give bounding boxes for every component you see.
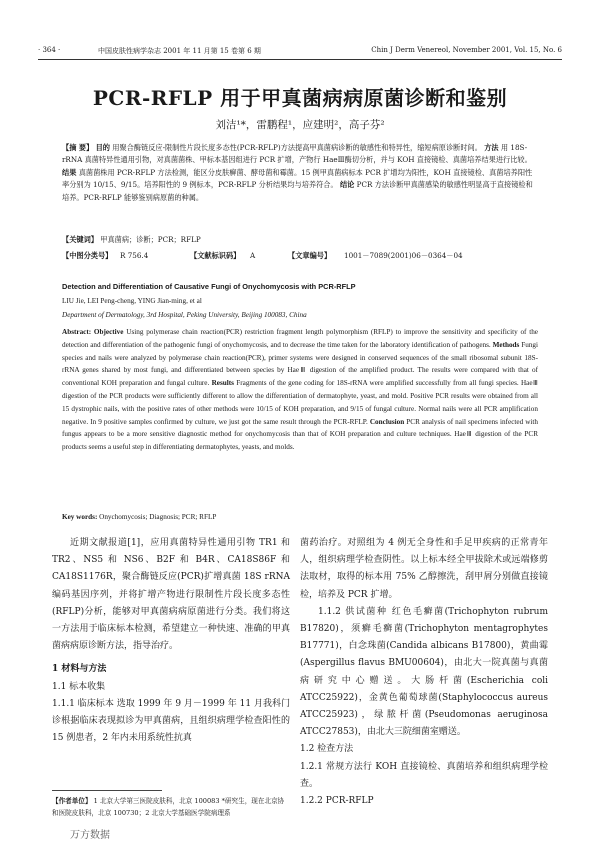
en-conclusion-label: Conclusion: [369, 417, 405, 426]
article-title: PCR-RFLP 用于甲真菌病病原菌诊断和鉴别: [92, 86, 508, 110]
keywords-cn: [62, 235, 201, 245]
keywords-cn-text: 甲真菌病；诊断；PCR；RFLP: [100, 235, 201, 244]
english-affiliation: Department of Dermatology, 3rd Hospital, Peking University, Beijing 100083, China: [62, 311, 307, 319]
result-label: 结果: [62, 167, 77, 177]
en-objective-text: Using polymerase chain reaction(PCR) restriction fragment length polymorphism (RFLP) to improve the sensitivity and specificity of the detection and differentiation of the pathogenic fungi of onychomycosis, and to decrease the time taken for the laboratory identification of pathogens.: [62, 328, 538, 349]
abstract-label: 【摘 要】: [62, 143, 94, 152]
clc-label: 【中图分类号】: [62, 251, 113, 260]
classification-line: [62, 251, 538, 263]
journal-name-en: Chin J Derm Venereol, November 2001, Vol. 15, No. 6: [371, 46, 562, 54]
en-objective-label: Objective: [93, 328, 124, 336]
conclusion-text: PCR 方法诊断甲真菌感染的敏感性明显高于直接镜检和培养。PCR-RFLP 能够鉴别病原菌的种属。: [62, 180, 533, 202]
keywords-en: [62, 513, 216, 521]
en-results-text: Fragments of the gene coding for 18S-rRNA were amplified successfully from all fungi species. HaeⅢ digestion of the PCR products were sufficiently different to allow the differentiation of dermatophyte, yeast, and mold. Positive PCR results were obtained from all 15 dystrophic nails, with the positive rates of other methods were 10/15 of KOH preparation, and 9/15 of fungal culture. Normal nails were all PCR amplification negative. In 9 positive samples confirmed by culture, we just got the same result through the PCR-RFLP.: [62, 379, 538, 426]
chinese-abstract: [62, 142, 538, 204]
watermark: 万方数据: [70, 830, 110, 841]
body-right-column: [300, 535, 548, 810]
en-methods-label: Methods: [492, 340, 520, 349]
clc-value: R 756.4: [120, 251, 149, 260]
header-rule: [38, 59, 562, 60]
conclusion-label: 结论: [339, 180, 355, 190]
paragraph-1-1-2: 1.1.2 供试菌种 红色毛癣菌(Trichophyton rubrum B17820)，须癣毛癣菌(Trichophyton mentagrophytes B17771)，白念珠菌(Candida albicans B17800)，黄曲霉(Aspergillus flavus BMU00604)，由北大一院真菌与真菌病研究中心赠送。大肠杆菌(Escherichia coli ATCC25922)，金黄色葡萄球菌(Staphylococcus aureus ATCC25923)，绿脓杆菌(Pseudomonas aeruginosa ATCC27853)，由北大三院细菌室赠送。: [300, 606, 548, 738]
method-text: 用 18S-rRNA 真菌特异性通用引物，对真菌菌株、甲标本基因组进行 PCR 扩增，产物行 HaeⅢ酶切分析，并与 KOH 直接镜检、真菌培养结果进行比较。: [62, 143, 532, 165]
article-no-label: 【文章编号】: [288, 251, 332, 260]
paragraph-1-1-1: 1.1.1 临床标本 选取 1999 年 9 月－1999 年 11 月我科门诊根据临床表现拟诊为甲真菌病，且组织病理学检查阳性的 15 例患者，2 年内未用系统性抗真: [52, 698, 290, 744]
footnote-text: 1 北京大学第三医院皮肤科，北京 100083 *研究生，现在北京协和医院皮肤科，北京 100730；2 北京大学基础医学院病理系: [52, 797, 285, 817]
doc-code-label: 【文献标识码】: [190, 251, 241, 260]
result-text: 真菌菌株用 PCR-RFLP 方法检测，能区分皮肤癣菌、酵母菌和霉菌。15 例甲真菌病标本 PCR 扩增均为阳性，KOH 直接镜检、真菌培养阳性率分别为 10/15、9/15。培养阳性的 9 例标本，PCR-RFLP 分析结果均与培养符合。: [62, 167, 533, 190]
footnote-rule: [52, 790, 162, 791]
doc-code-value: A: [250, 251, 256, 260]
paragraph-1-2-1: 1.2.1 常规方法行 KOH 直接镜检、真菌培养和组织病理学检查。: [300, 761, 548, 789]
paragraph-1-2-2: 1.2.2 PCR-RFLP: [300, 796, 374, 807]
en-abstract-label: Abstract:: [62, 328, 92, 336]
keywords-en-text: Onychomycosis; Diagnosis; PCR; RFLP: [99, 513, 217, 521]
subsection-1-1: 1.1 标本收集: [52, 681, 106, 692]
english-abstract: [62, 326, 538, 454]
section-heading-1: 1 材料与方法: [52, 664, 107, 675]
en-conclusion-text: PCR analysis of nail specimens infected with fungus appears to be a more sensitive diagnostic method for onychomycosis than that of KOH preparation and culture techniques. HaeⅢ digestion of the PCR products seems a useful step in differentiating dermatophytes, yeasts, and molds.: [62, 417, 538, 452]
author-affiliation-footnote: [52, 795, 290, 819]
paragraph-continued: 菌药治疗。对照组为 4 例无全身性和手足甲疾病的正常青年人，组织病理学检查阴性。以上标本经全甲拔除术或远端修剪法取材，取得的标本用 75% 乙醇擦洗，刮甲屑分别做直接镜检，培养及 PCR 扩增。: [300, 538, 548, 600]
method-label: 方法: [484, 143, 499, 152]
author-list: 刘洁¹*，雷鹏程¹，应建明²，高子芬²: [215, 119, 385, 131]
intro-paragraph: 近期文献报道[1]，应用真菌特异性通用引物 TR1 和 TR2、NS5 和 NS6、B2F 和 B4R、CA18S86F 和 CA18S1176R，聚合酶链反应(PCR)扩增真菌 18S rRNA 编码基因序列，并将扩增产物进行限制性片段长度多态性(RFLP)分析，能够对甲真菌病病原菌进行分类。我们将这一方法用于临床标本检测，希望建立一种快速、准确的甲真菌病病原诊断方法，指导治疗。: [52, 538, 290, 652]
article-no-value: 1001－7089(2001)06－0364－04: [344, 251, 463, 260]
footnote-label: 【作者单位】: [52, 797, 92, 805]
english-authors: LIU Jie, LEI Peng-cheng, YING Jian-ming, et al: [62, 297, 202, 305]
journal-name-cn: 中国皮肤性病学杂志 2001 年 11 月第 15 卷第 6 期: [98, 47, 261, 55]
en-methods-text: Fungi species and nails were analyzed by polymerase chain reaction(PCR), primer systems were designed in conserved sequences of the small ribosomal subunit 18S-rRNA genes shared by most fungi, and differentiated between species by HaeⅢ digestion of the amplified product. The results were compared with that of conventional KOH preparation and fungal culture.: [62, 340, 539, 388]
objective-text: 用聚合酶链反应-限制性片段长度多态性(PCR-RFLP)方法提高甲真菌病诊断的敏感性和特异性，缩短病原诊断时间。: [112, 143, 482, 152]
english-title: Detection and Differentiation of Causative Fungi of Onychomycosis with PCR-RFLP: [62, 282, 356, 291]
running-header: [38, 46, 562, 58]
objective-label: 目的: [95, 143, 110, 152]
keywords-en-label: Key words:: [62, 513, 98, 521]
page-number: · 364 ·: [38, 46, 61, 54]
subsection-1-2: 1.2 检查方法: [300, 744, 354, 755]
keywords-cn-label: 【关键词】: [62, 235, 98, 244]
en-results-label: Results: [211, 379, 234, 388]
body-left-column: [52, 535, 290, 747]
